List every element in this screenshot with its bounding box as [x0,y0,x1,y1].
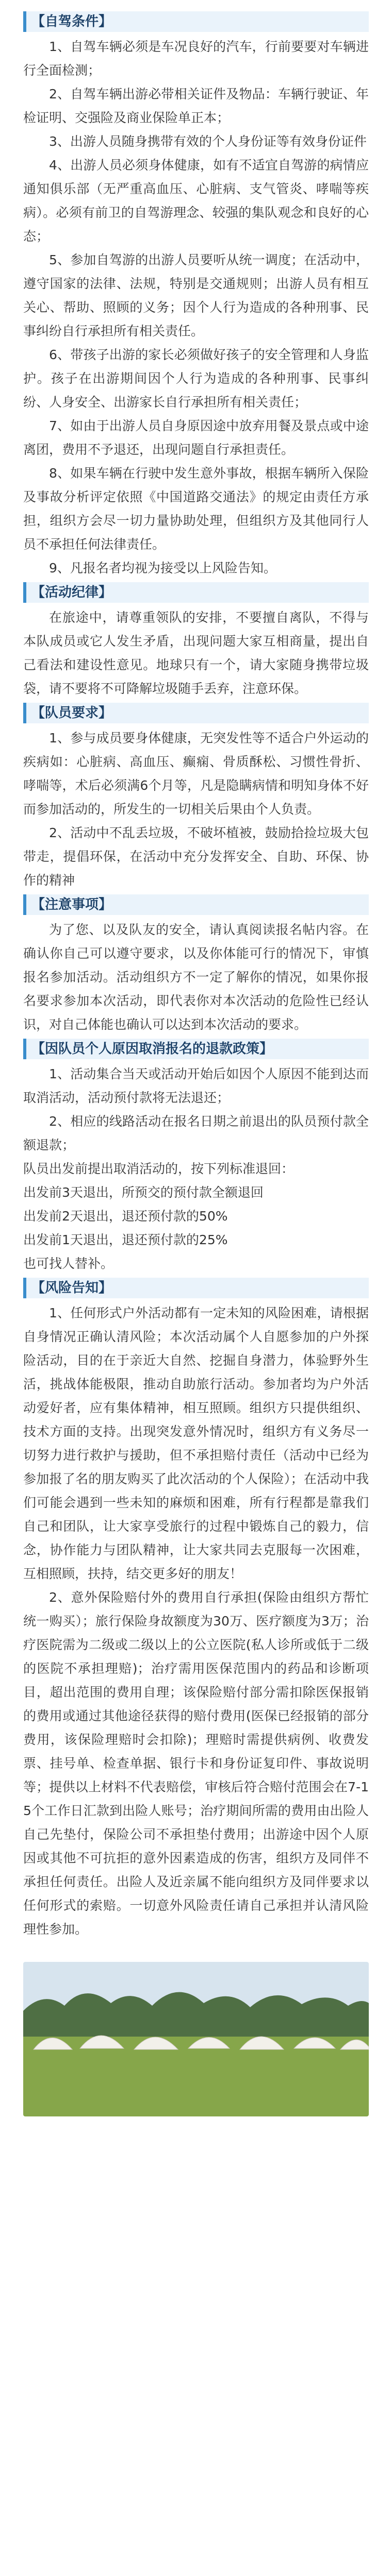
paragraph: 在旅途中，请尊重领队的安排，不要擅自离队，不得与本队成员或它人发生矛盾，出现问题大家互相商量，提出自己看法和建设性意见。地球只有一个，请大家随身携带垃圾袋，请不要将不可降解垃圾随手丢弃，注意环保。 [23,610,369,696]
paragraph: 2、活动中不乱丢垃圾，不破坏植被，鼓励拾捡垃圾大包带走，提倡环保，在活动中充分发挥安全、自助、环保、协作的精神 [23,825,369,888]
section-title: 【因队员个人原因取消报名的退款政策】 [23,1039,369,1059]
paragraph: 9、凡报名者均视为接受以上风险告知。 [49,561,276,575]
section-discipline [23,582,369,701]
paragraph: 也可找人替补。 [23,1256,114,1271]
photo-treeline [23,1992,369,2039]
paragraph: 7、如由于出游人员自身原因途中放弃用餐及景点或中途离团，费用不予退还，出现问题自行承担责任。 [23,418,369,457]
paragraph: 出发前1天退出，退还预付款的25% [23,1232,228,1247]
paragraph: 2、自驾车辆出游必带相关证件及物品：车辆行驶证、年检证明、交强险及商业保险单正本； [23,87,369,125]
section-self-drive [23,11,369,580]
paragraph: 2、相应的线路活动在报名日期之前退出的队员预付款全额退款； [23,1114,369,1153]
paragraph: 3、出游人员随身携带有效的个人身份证等有效身份证件 [49,134,367,149]
paragraph: 6、带孩子出游的家长必须做好孩子的安全管理和人身监护。孩子在出游期间因个人行为造成的各种刑事、民事纠纷、人身安全、出游家长自行承担所有相关责任； [23,347,369,410]
paragraph: 4、出游人员必须身体健康，如有不适宜自驾游的病情应通知俱乐部（无严重高血压、心脏病、支气管炎、哮喘等疾病）。必须有前卫的自驾游理念、较强的集队观念和良好的心态； [23,158,369,244]
campsite-photo-illustration [23,1962,369,2116]
section-notes [23,894,369,1037]
section-refund-policy [23,1039,369,1276]
paragraph: 2、意外保险赔付外的费用自行承担(保险由组织方帮忙统一购买）；旅行保险身故额度为30万、医疗额度为3万；治疗医院需为二级或二级以上的公立医院(私人诊所或低于二级的医院不承担理赔)；治疗需用医保范围内的药品和诊断项目，超出范围的费用自理；该保险赔付部分需扣除医保报销的费用或通过其他途径获得的赔付费用(医保已经报销的部分费用，该保险理赔时会扣除)；理赔时需提供病例、收费发票、挂号单、检查单据、银行卡和身份证复印件、事故说明等；提供以上材料不代表赔偿，审核后符合赔付范围会在7-15个工作日汇款到出险人账号；治疗期间所需的费用由出险人自己先垫付，保险公司不承担垫付费用；出游途中因个人原因或其他不可抗拒的意外因素造成的伤害，组织方及同伴不承担任何责任。出险人及近亲属不能向组织方及同伴要求以任何形式的索赔。一切意外风险责任请自己承担并认清风险理性参加。 [23,1590,369,1937]
section-title: 【风险告知】 [23,1278,369,1298]
paragraph: 为了您、以及队友的安全，请认真阅读报名帖内容。在确认你自己可以遵守要求，以及你体能可行的情况下，审慎报名参加活动。活动组织方不一定了解你的情况，如果你报名要求参加本次活动，即代表你对本次活动的危险性已经认识，对自己体能也确认可以达到本次活动的要求。 [23,922,369,1032]
paragraph: 1、任何形式户外活动都有一定未知的风险困难，请根据自身情况正确认清风险；本次活动属个人自愿参加的户外探险活动，目的在于亲近大自然、挖掘自身潜力，体验野外生活，挑战体能极限，推动自助旅行活动。参加者均为户外活动爱好者，应有集体精神，相互照顾。组织方只提供组织、技术方面的支持。出现突发意外情况时，组织方有义务尽一切努力进行救护与援助，但不承担赔付责任（活动中已经为参加报了名的朋友购买了此次活动的个人保险）；在活动中我们可能会遇到一些未知的麻烦和困难，所有行程都是靠我们自己和团队，让大家享受旅行的过程中锻炼自己的毅力，信念，协作能力与团队精神，让大家共同去克服每一次困难，互相照顾，扶持，结交更多好的朋友！ [23,1306,369,1581]
paragraph: 出发前3天退出，所预交的预付款全额退回 [23,1185,264,1200]
section-risk-notice [23,1278,369,1941]
campsite-photo [23,1962,369,2116]
section-title: 【注意事项】 [23,894,369,915]
section-title: 【活动纪律】 [23,582,369,603]
section-title: 【队员要求】 [23,703,369,723]
paragraph: 1、自驾车辆必须是车况良好的汽车，行前要要对车辆进行全面检测； [23,39,369,78]
paragraph: 1、参与成员要身体健康，无突发性等不适合户外运动的疾病如：心脏病、高血压、癫痫、骨质酥松、习惯性骨折、哮喘等，术后必须满6个月等，凡是隐瞒病情和明知身体不好而参加活动的，所发生的一切相关后果由个人负责。 [23,731,369,817]
paragraph: 1、活动集合当天或活动开始后如因个人原因不能到达而取消活动，活动预付款将无法退还； [23,1066,369,1105]
section-title: 【自驾条件】 [23,11,369,32]
paragraph: 8、如果车辆在行驶中发生意外事故，根据车辆所入保险及事故分析评定依照《中国道路交通法》的规定由责任方承担，组织方会尽一切力量协助处理，但组织方及其他同行人员不承担任何法律责任。 [23,466,369,552]
section-member-requirements [23,703,369,892]
paragraph: 5、参加自驾游的出游人员要听从统一调度；在活动中，遵守国家的法律、法规，特别是交通规则；出游人员有相互关心、帮助、照顾的义务；因个人行为造成的各种刑事、民事纠纷自行承担所有相关责任。 [23,252,369,338]
paragraph: 队员出发前提出取消活动的，按下列标准退回： [23,1161,295,1176]
paragraph: 出发前2天退出，退还预付款的50% [23,1209,228,1224]
